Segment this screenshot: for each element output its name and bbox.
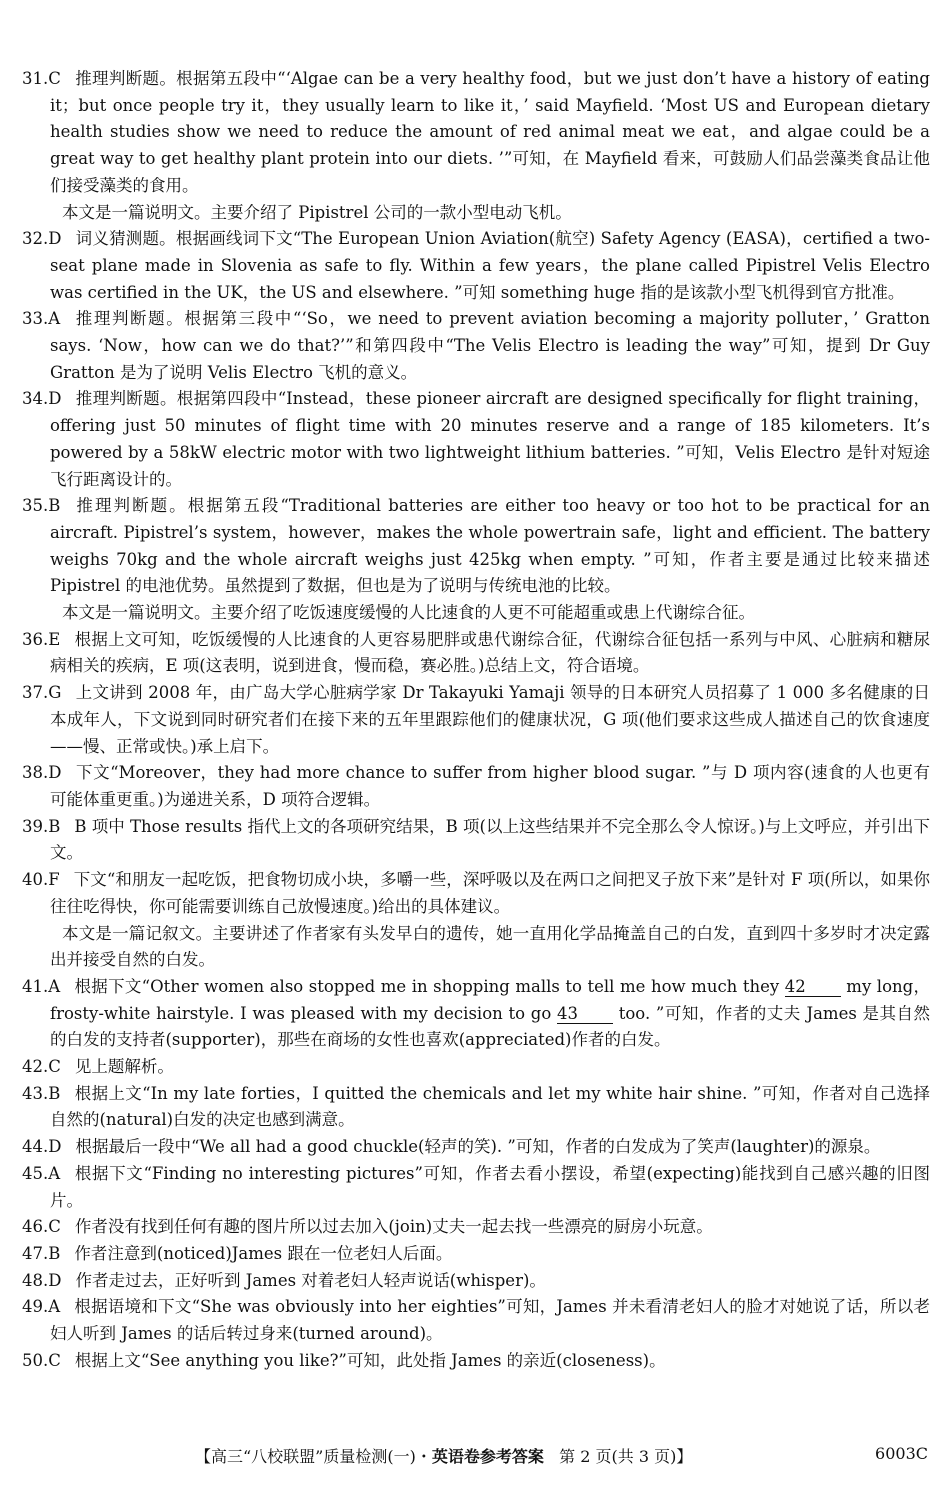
answer-letter: A (48, 1163, 61, 1183)
question-number: 40. (22, 870, 49, 890)
answer-letter: C (48, 1350, 61, 1370)
explanation-text: 根据最后一段中“We all had a good chuckle(轻声的笑). ”可知，作者的白发成为了笑声(laughter)的源泉。 (75, 1137, 881, 1157)
answer-item (22, 1294, 930, 1347)
question-number: 43. (22, 1083, 49, 1103)
answer-letter: B (48, 496, 61, 516)
answer-letter: C (48, 69, 61, 88)
explanation-text: 根据下文“Finding no interesting pictures”可知，作者去看小摆设，希望(expecting)能找到自己感兴趣的旧图片。 (50, 1163, 930, 1210)
answer-item (22, 226, 930, 306)
question-number: 31. (22, 69, 49, 88)
explanation-text: 见上题解析。 (74, 1057, 174, 1077)
question-number: 33. (22, 309, 49, 329)
answer-letter: A (48, 976, 61, 996)
question-number: 35. (22, 496, 49, 516)
answer-letter: C (48, 1217, 61, 1237)
answer-letter: C (48, 1057, 61, 1077)
question-number: 49. (22, 1297, 49, 1317)
footer-page-number: 第 2 页(共 3 页)】 (559, 1447, 693, 1466)
answer-item (22, 1081, 930, 1134)
explanation-text: my long，frosty-white hairstyle. I was pleased with my decision to go (50, 976, 930, 1023)
answer-item (22, 627, 930, 680)
answer-item (22, 814, 930, 867)
question-number: 50. (22, 1350, 49, 1370)
passage-intro: 本文是一篇记叙文。主要讲述了作者家有头发早白的遗传，她一直用化学品掩盖自己的白发，直到四十多岁时才决定露出并接受自然的白发。 (50, 923, 930, 970)
explanation-text: 下文“Moreover，they had more chance to suffer from higher blood sugar. ”与 D 项内容(速食的人也更有可能体重更重。)为递进关系，D 项符合逻辑。 (50, 763, 930, 809)
question-number: 48. (22, 1270, 49, 1290)
explanation-text: 根据上文可知，吃饭缓慢的人比速食的人更容易肥胖或患代谢综合征，代谢综合征包括一系列与中风、心脏病和糖尿病相关的疾病，E 项(这表明，说到进食，慢而稳，赛必胜。)总结上文，符合语境。 (50, 629, 930, 676)
footer-subject: 英语卷参考答案 (431, 1447, 544, 1466)
explanation-text: 词义猜测题。根据画线词下文“The European Union Aviation(航空) Safety Agency (EASA)，certified a two-seat plane made in Slovenia as safe to fly. Within a few years，the plane called Pipistrel Velis Electro was certified in the UK，the US and elsewhere. ”可知 something huge 指的是该款小型飞机得到官方批准。 (50, 229, 930, 302)
explanation-text: 推理判断题。根据第三段中“‘So，we need to prevent aviation becoming a majority polluter，’ Gratton says. ‘Now，how can we do that?’”和第四段中“The Velis Electro is leading the way”可知，提到 Dr Guy Gratton 是为了说明 Velis Electro 飞机的意义。 (50, 309, 930, 382)
footer-code: 6003C (875, 1444, 928, 1463)
question-number: 34. (22, 389, 49, 409)
question-number: 39. (22, 816, 49, 836)
answer-item (22, 1214, 930, 1241)
answer-letter: B (48, 1243, 61, 1263)
explanation-text: 根据下文“Other women also stopped me in shopping malls to tell me how much they (74, 976, 785, 996)
answer-item (22, 1348, 930, 1375)
answer-item (22, 386, 930, 493)
footer-exam-name: 【高三“八校联盟”质量检测(一)・ (195, 1447, 432, 1466)
answer-letter: D (48, 1137, 62, 1157)
answer-item (22, 680, 930, 760)
answer-item (22, 867, 930, 920)
answer-letter: D (48, 763, 62, 783)
explanation-text: 推理判断题。根据第四段中“Instead，these pioneer aircraft are designed specifically for flight training，offering just 50 minutes of flight time with 20 minutes reserve and a range of 185 kilometers. It’s powered by a 58kW electric motor with two lightweight lithium batteries. ”可知，Velis Electro 是针对短途飞行距离设计的。 (50, 389, 930, 489)
explanation-text: 根据上文“In my late forties，I quitted the chemicals and let my white hair shine. ”可知，作者对自己选择自然的(natural)白发的决定也感到满意。 (50, 1083, 930, 1130)
passage-intro: 本文是一篇说明文。主要介绍了 Pipistrel 公司的一款小型电动飞机。 (62, 202, 572, 222)
explanation-text: 作者走过去，正好听到 James 对着老妇人轻声说话(whisper)。 (75, 1270, 546, 1290)
answer-item (22, 1054, 930, 1081)
question-number: 47. (22, 1243, 49, 1263)
question-number: 36. (22, 629, 49, 649)
answer-item (22, 1268, 930, 1295)
answer-letter: A (48, 309, 61, 329)
answer-item (22, 1161, 930, 1214)
blank-number: 43 (557, 1005, 613, 1024)
explanation-text: 根据上文“See anything you like?”可知，此处指 James 的亲近(closeness)。 (74, 1350, 666, 1370)
answer-letter: G (48, 683, 62, 703)
answer-letter: A (48, 1297, 61, 1317)
answer-letter: D (48, 229, 62, 249)
explanation-text: 根据语境和下文“She was obviously into her eighties”可知，James 并未看清老妇人的脸才对她说了话，所以老妇人听到 James 的话后转过身来(turned around)。 (50, 1297, 930, 1344)
answer-item (22, 974, 930, 1054)
explanation-text: 推理判断题。根据第五段“Traditional batteries are either too heavy or too hot to be practical for an aircraft. Pipistrel’s system，however，makes the whole powertrain safe，light and efficient. The battery weighs 70kg and the whole aircraft weighs just 425kg when empty. ”可知，作者主要是通过比较来描述 Pipistrel 的电池优势。虽然提到了数据，但也是为了说明与传统电池的比较。 (50, 496, 930, 596)
answer-item (22, 760, 930, 813)
question-number: 46. (22, 1217, 49, 1237)
explanation-text: 推理判断题。根据第五段中“‘Algae can be a very healthy food，but we just don’t have a history of eating it；but once people try it，they usually learn to like it，’ said Mayfield. ‘Most US and European dietary health studies show we need to reduce the amount of red animal meat we eat，and algae could be a great way to get healthy plant protein into our diets. ’”可知，在 Mayfield 看来，可鼓励人们品尝藻类食品让他们接受藻类的食用。 (50, 69, 930, 195)
explanation-text: 下文“和朋友一起吃饭，把食物切成小块，多嚼一些，深呼吸以及在两口之间把叉子放下来”是针对 F 项(所以，如果你往往吃得快，你可能需要训练自己放慢速度。)给出的具体建议。 (50, 870, 930, 916)
answer-key-body (22, 66, 930, 1374)
question-number: 44. (22, 1137, 49, 1157)
answer-item (22, 66, 930, 200)
question-number: 37. (22, 683, 49, 703)
question-number: 41. (22, 976, 49, 996)
answer-item (22, 493, 930, 600)
answer-letter: D (48, 389, 62, 409)
answer-item (22, 1134, 930, 1161)
question-number: 45. (22, 1163, 49, 1183)
explanation-text: too. ”可知，作者的丈夫 James 是其自然的白发的支持者(supporter)，那些在商场的女性也喜欢(appreciated)作者的白发。 (50, 1003, 930, 1050)
answer-letter: E (48, 629, 61, 649)
explanation-text: 作者注意到(noticed)James 跟在一位老妇人后面。 (74, 1243, 453, 1263)
question-number: 42. (22, 1057, 49, 1077)
explanation-text: 作者没有找到任何有趣的图片所以过去加入(join)丈夫一起去找一些漂亮的厨房小玩意。 (74, 1217, 713, 1237)
answer-letter: F (48, 870, 60, 890)
blank-number: 42 (785, 978, 841, 997)
passage-intro: 本文是一篇说明文。主要介绍了吃饭速度缓慢的人比速食的人更不可能超重或患上代谢综合征。 (62, 603, 755, 623)
explanation-text: B 项中 Those results 指代上文的各项研究结果，B 项(以上这些结果并不完全那么令人惊讶。)与上文呼应，并引出下文。 (50, 816, 930, 863)
question-number: 32. (22, 229, 49, 249)
question-number: 38. (22, 763, 49, 783)
answer-letter: B (48, 1083, 61, 1103)
answer-letter: D (48, 1270, 62, 1290)
answer-item (22, 1241, 930, 1268)
footer-title (195, 1444, 692, 1467)
answer-item (22, 306, 930, 386)
explanation-text: 上文讲到 2008 年，由广岛大学心脏病学家 Dr Takayuki Yamaji 领导的日本研究人员招募了 1 000 多名健康的日本成年人，下文说到同时研究者们在接下来的五年里跟踪他们的健康状况，G 项(他们要求这些成人描述自己的饮食速度——慢、正常或快。)承上启下。 (50, 683, 930, 756)
answer-letter: B (48, 816, 61, 836)
